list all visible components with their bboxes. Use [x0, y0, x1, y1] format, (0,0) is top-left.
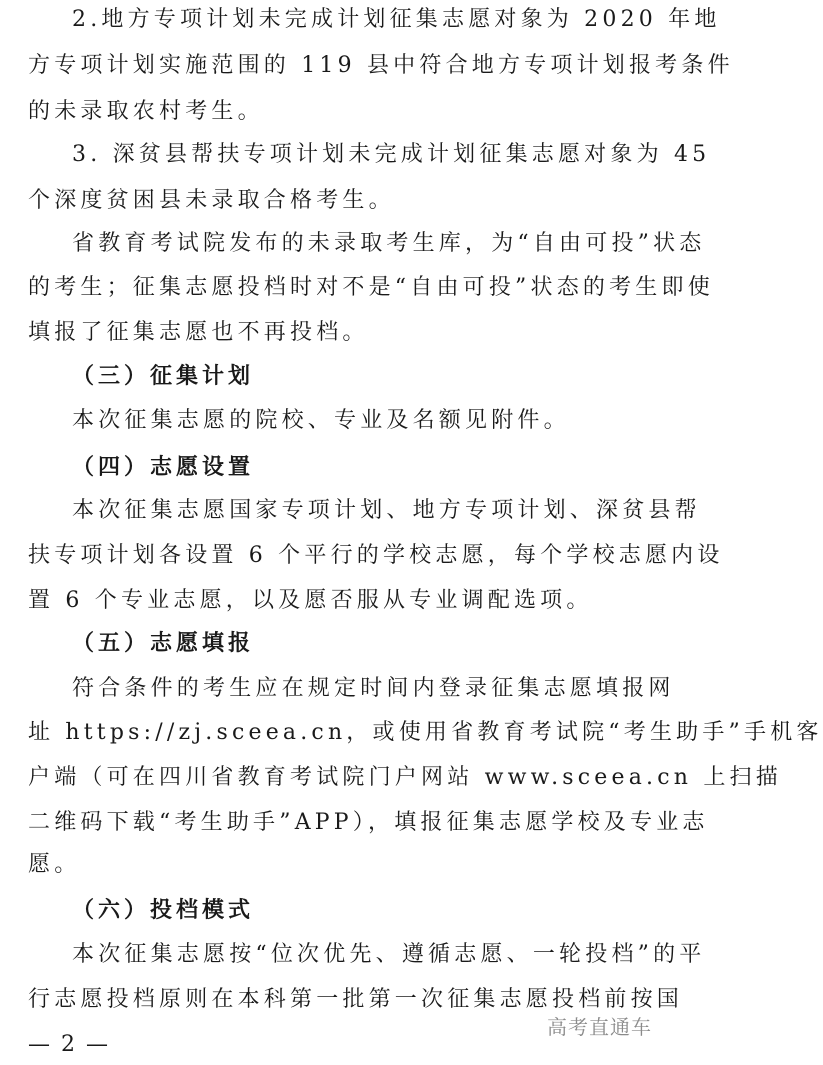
- page-number: — 2 —: [28, 1032, 110, 1057]
- paragraph-2-line-2: 方专项计划实施范围的 119 县中符合地方专项计划报考条件: [28, 53, 734, 78]
- section-6-heading: （六）投档模式: [72, 897, 255, 923]
- paragraph-free-status-line-3: 填报了征集志愿也不再投档。: [28, 320, 369, 345]
- section-4-heading: （四）志愿设置: [72, 454, 255, 480]
- paragraph-3-line-1: 3. 深贫县帮扶专项计划未完成计划征集志愿对象为 45: [72, 142, 711, 167]
- paragraph-2-line-3: 的未录取农村考生。: [28, 99, 264, 124]
- section-6-line-2: 行志愿投档原则在本科第一批第一次征集志愿投档前按国: [28, 987, 684, 1012]
- section-5-line-4: 二维码下载“考生助手”APP），填报征集志愿学校及专业志: [28, 810, 709, 835]
- section-4-line-2: 扶专项计划各设置 6 个平行的学校志愿，每个学校志愿内设: [28, 543, 724, 568]
- paragraph-free-status-line-1: 省教育考试院发布的未录取考生库，为“自由可投”状态: [72, 231, 706, 256]
- section-5-line-5: 愿。: [28, 852, 81, 877]
- section-4-line-1: 本次征集志愿国家专项计划、地方专项计划、深贫县帮: [72, 498, 701, 523]
- section-6-line-1: 本次征集志愿按“位次优先、遵循志愿、一轮投档”的平: [72, 942, 706, 967]
- paragraph-free-status-line-2: 的考生；征集志愿投档时对不是“自由可投”状态的考生即使: [28, 275, 714, 300]
- section-5-heading: （五）志愿填报: [72, 630, 255, 656]
- section-3-heading: （三）征集计划: [72, 363, 255, 389]
- section-3-line-1: 本次征集志愿的院校、专业及名额见附件。: [72, 408, 570, 433]
- paragraph-3-line-2: 个深度贫困县未录取合格考生。: [28, 188, 395, 213]
- watermark-label: 高考直通车: [547, 1015, 652, 1039]
- paragraph-2-line-1: 2.地方专项计划未完成计划征集志愿对象为 2020 年地: [72, 7, 721, 32]
- section-5-line-3: 户端（可在四川省教育考试院门户网站 www.sceea.cn 上扫描: [28, 765, 782, 790]
- section-5-line-1: 符合条件的考生应在规定时间内登录征集志愿填报网: [72, 676, 675, 701]
- section-5-line-2: 址 https://zj.sceea.cn，或使用省教育考试院“考生助手”手机客: [28, 720, 823, 745]
- section-4-line-3: 置 6 个专业志愿，以及愿否服从专业调配选项。: [28, 588, 593, 613]
